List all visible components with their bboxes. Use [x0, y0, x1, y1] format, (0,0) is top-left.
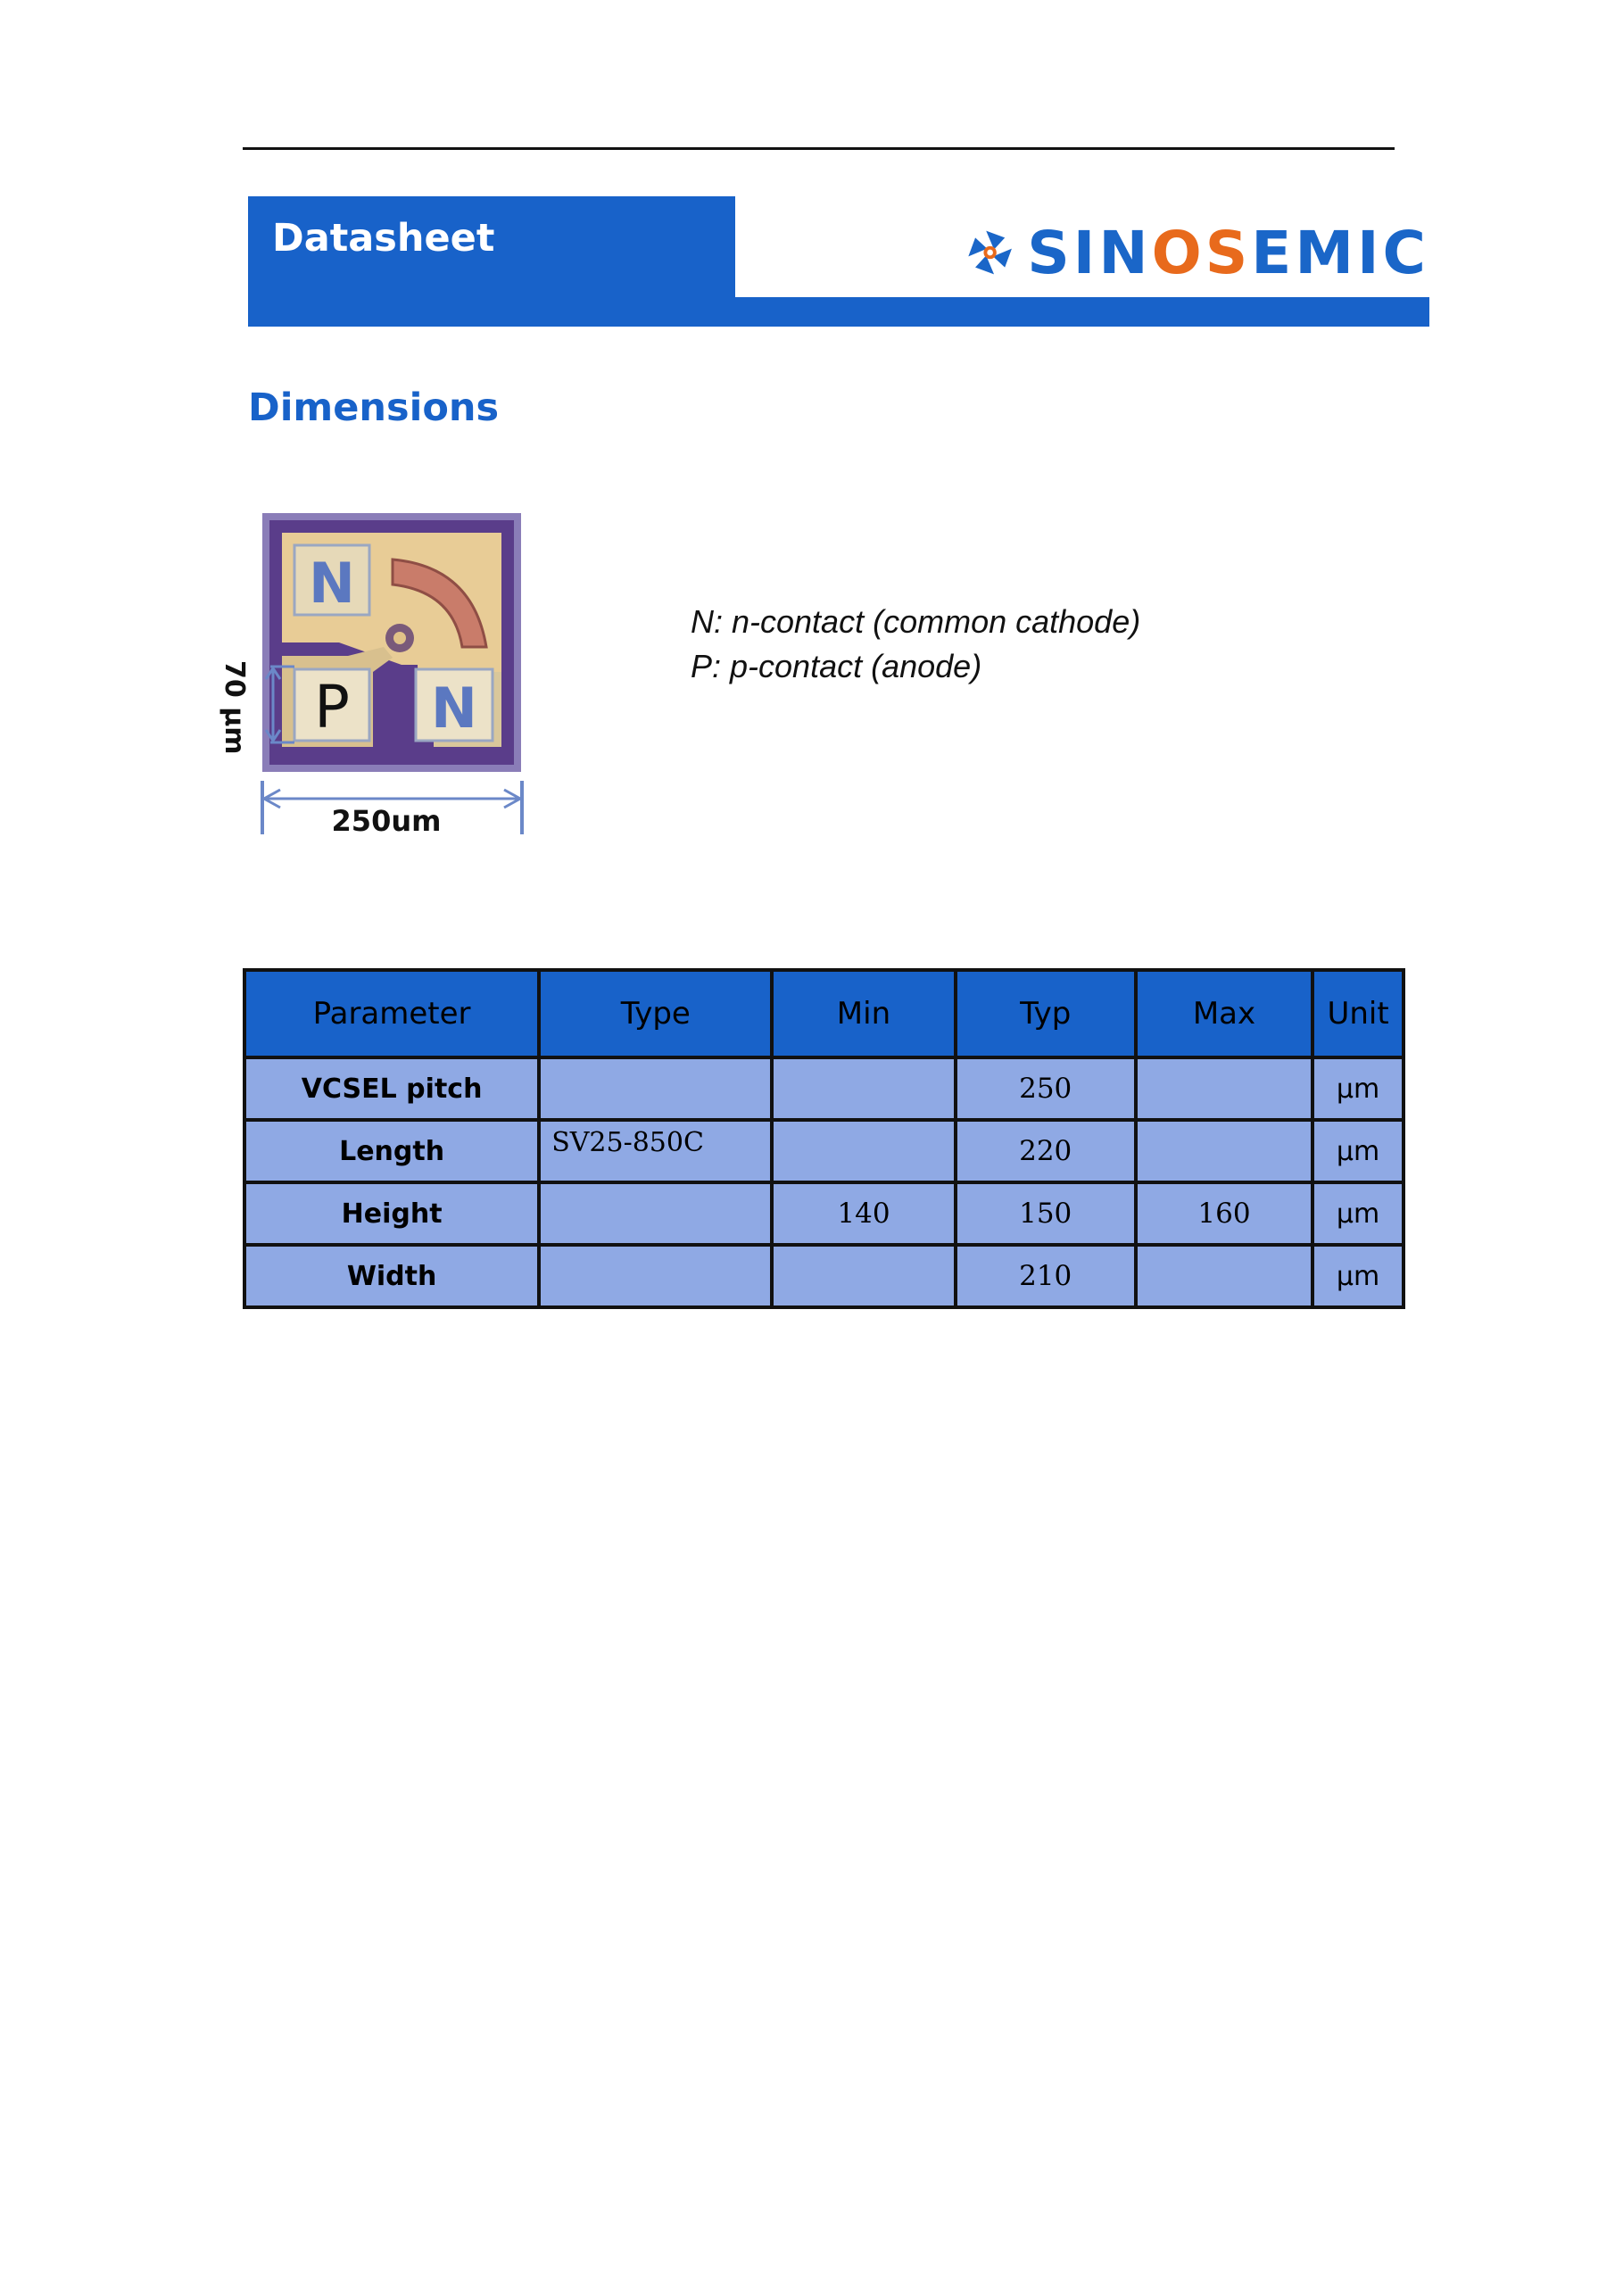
table-row — [244, 1057, 1404, 1120]
header-max: Max — [1136, 970, 1312, 1057]
cell-min — [772, 1245, 955, 1307]
cell-type: SV25-850C — [539, 1120, 772, 1182]
cell-type — [539, 1245, 772, 1307]
table-header-row — [244, 970, 1404, 1057]
cell-typ: 220 — [956, 1120, 1136, 1182]
brand-name: SINOSEMIC — [1027, 218, 1429, 287]
cell-unit: μm — [1312, 1057, 1404, 1120]
table-row — [244, 1120, 1404, 1182]
cell-type — [539, 1057, 772, 1120]
contact-legend — [691, 600, 1140, 689]
header-type: Type — [539, 970, 772, 1057]
header-parameter: Parameter — [244, 970, 539, 1057]
pad-n-bottom-label: N — [431, 676, 477, 741]
pinwheel-logo-icon — [965, 208, 1014, 297]
section-title-dimensions: Dimensions — [248, 385, 500, 430]
cell-max — [1136, 1245, 1312, 1307]
table-row — [244, 1182, 1404, 1245]
legend-n-contact: N: n-contact (common cathode) — [691, 603, 1141, 640]
header-unit: Unit — [1312, 970, 1404, 1057]
cell-parameter: Width — [244, 1245, 539, 1307]
cell-typ: 150 — [956, 1182, 1136, 1245]
cell-min — [772, 1057, 955, 1120]
datasheet-title: Datasheet — [272, 216, 495, 261]
cell-typ: 250 — [956, 1057, 1136, 1120]
top-rule — [243, 147, 1395, 150]
chip-dimension-figure — [205, 513, 535, 843]
cell-typ: 210 — [956, 1245, 1136, 1307]
cell-parameter: Height — [244, 1182, 539, 1245]
cell-min: 140 — [772, 1182, 955, 1245]
sinosemic-logo — [965, 208, 1429, 297]
dimensions-table — [243, 968, 1405, 1309]
legend-p-contact: P: p-contact (anode) — [691, 648, 982, 684]
height-dimension-label: 70 μm — [219, 660, 250, 755]
cell-parameter: Length — [244, 1120, 539, 1182]
header-min: Min — [772, 970, 955, 1057]
cell-unit: μm — [1312, 1245, 1404, 1307]
pad-p-label: P — [314, 673, 350, 742]
header-band-bar — [248, 297, 1429, 327]
pad-n-top-label: N — [309, 551, 355, 616]
width-dimension-label: 250um — [331, 804, 442, 838]
cell-min — [772, 1120, 955, 1182]
table-row — [244, 1245, 1404, 1307]
cell-max — [1136, 1057, 1312, 1120]
cell-unit: μm — [1312, 1182, 1404, 1245]
cell-unit: μm — [1312, 1120, 1404, 1182]
cell-type — [539, 1182, 772, 1245]
cell-parameter: VCSEL pitch — [244, 1057, 539, 1120]
header-typ: Typ — [956, 970, 1136, 1057]
cell-max — [1136, 1120, 1312, 1182]
cell-max: 160 — [1136, 1182, 1312, 1245]
